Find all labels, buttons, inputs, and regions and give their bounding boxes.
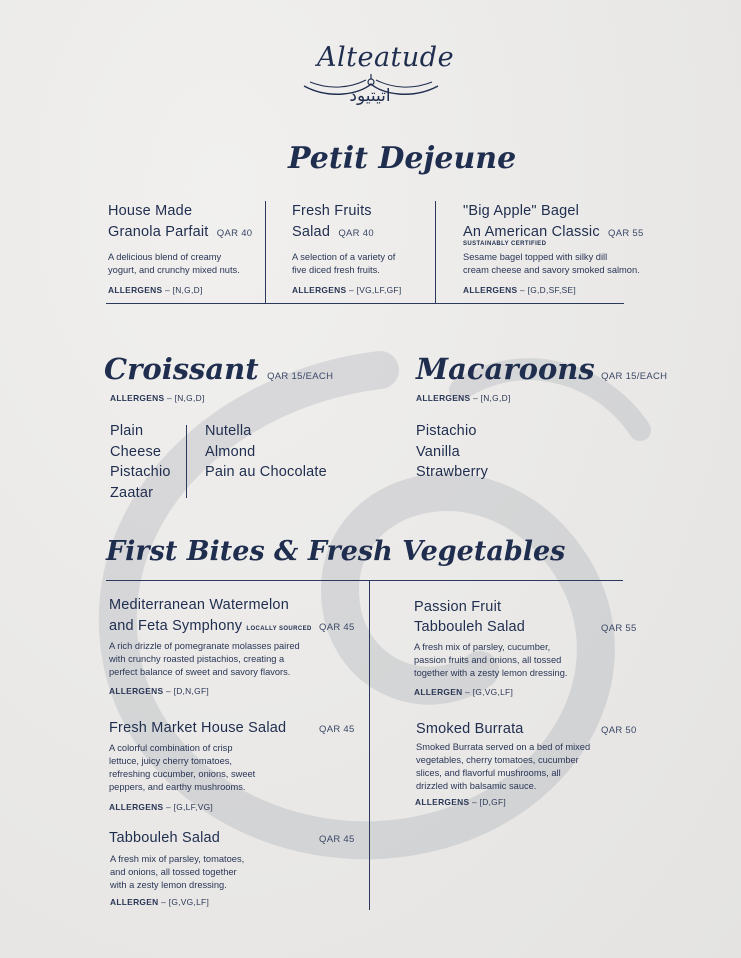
item-title: Passion Fruit xyxy=(414,599,502,615)
list-item: Strawberry xyxy=(416,464,489,480)
item-title: and Feta Symphony LOCALLY SOURCED xyxy=(109,618,312,634)
logo-wordmark: Alteatude xyxy=(317,42,455,73)
item-allergens: ALLERGEN – [G,VG,LF] xyxy=(414,687,514,697)
item-title: Fresh Fruits xyxy=(292,203,372,219)
croissant-price: QAR 15/EACH xyxy=(267,371,334,382)
section-divider xyxy=(106,580,623,581)
item-description: A rich drizzle of pomegranate molasses paired with crunchy roasted pistachios, creating a perfect balance of sweet and savory flavors. xyxy=(109,641,300,677)
item-description: A delicious blend of creamy yogurt, and crunchy mixed nuts. xyxy=(108,252,240,275)
item-allergens: ALLERGENS – [G,D,SF,SE] xyxy=(463,285,577,295)
item-price: QAR 40 xyxy=(216,228,253,239)
item-allergens: ALLERGENS – [VG,LF,GF] xyxy=(292,285,402,295)
item-title: Fresh Market House Salad xyxy=(109,720,287,736)
item-price: QAR 45 xyxy=(319,834,355,845)
croissant-allergens: ALLERGENS – [N,G,D] xyxy=(110,393,205,403)
item-price: QAR 45 xyxy=(319,724,355,735)
item-title: Salad QAR 40 xyxy=(292,224,374,240)
item-title: An American Classic QAR 55 xyxy=(463,224,644,240)
section-title-first-bites: First Bites & Fresh Vegetables xyxy=(106,536,566,567)
item-allergens: ALLERGENS – [D,GF] xyxy=(415,797,507,807)
item-description: Smoked Burrata served on a bed of mixed vegetables, cherry tomatoes, cucumber slices, and flavorful mushrooms, all drizzled with balsamic sauce. xyxy=(416,742,591,791)
list-item: Cheese xyxy=(110,443,162,460)
croissant-heading xyxy=(104,352,333,386)
logo-arabic: اتيتيود xyxy=(349,86,391,106)
item-title: Mediterranean Watermelon xyxy=(109,597,289,613)
list-item: Zaatar xyxy=(110,484,154,501)
item-title: House Made xyxy=(108,203,193,219)
column-divider xyxy=(369,580,370,910)
item-allergens: ALLERGEN – [G,VG,LF] xyxy=(110,897,210,907)
divider xyxy=(186,425,187,498)
item-title: Tabbouleh Salad xyxy=(414,619,526,635)
macaroons-list xyxy=(416,421,488,483)
divider xyxy=(265,201,266,303)
item-description: Sesame bagel topped with silky dill cream cheese and savory smoked salmon. xyxy=(463,252,640,275)
section-title-petit: Petit Dejeune xyxy=(288,141,517,176)
croissant-list-1 xyxy=(110,421,171,503)
item-description: A selection of a variety of five diced fresh fruits. xyxy=(292,252,396,275)
item-description: A fresh mix of parsley, cucumber, passion fruits and onions, all tossed together with a zesty lemon dressing. xyxy=(414,642,568,678)
item-description: A colorful combination of crisp lettuce, juicy cherry tomatoes, refreshing cucumber, onions, sweet peppers, and earthy mushrooms. xyxy=(109,743,256,792)
item-allergens: ALLERGENS – [N,G,D] xyxy=(108,285,203,295)
sustainable-badge: SUSTAINABLY CERTIFIED xyxy=(463,241,547,247)
divider xyxy=(435,201,436,303)
list-item: Pistachio xyxy=(416,423,477,439)
item-description: A fresh mix of parsley, tomatoes, and onions, all tossed together with a zesty lemon dressing. xyxy=(110,854,245,890)
item-price: QAR 50 xyxy=(601,725,637,736)
locally-sourced-badge: LOCALLY SOURCED xyxy=(246,626,312,632)
list-item: Pistachio xyxy=(110,464,171,480)
item-title: Tabbouleh Salad xyxy=(109,830,221,846)
item-price: QAR 55 xyxy=(608,228,644,239)
list-item: Nutella xyxy=(205,423,252,439)
item-price: QAR 45 xyxy=(319,622,355,633)
item-title: "Big Apple" Bagel xyxy=(463,203,580,219)
section-title-croissant: Croissant xyxy=(104,352,259,386)
section-divider xyxy=(106,303,624,304)
item-price: QAR 55 xyxy=(601,623,637,634)
item-title: Granola Parfait QAR 40 xyxy=(108,224,253,240)
item-allergens: ALLERGENS – [D,N,GF] xyxy=(109,686,210,696)
item-price: QAR 40 xyxy=(338,228,374,239)
item-title: Smoked Burrata xyxy=(416,721,524,737)
section-title-macaroons: Macaroons xyxy=(416,352,595,386)
macaroons-price: QAR 15/EACH xyxy=(601,371,668,382)
list-item: Plain xyxy=(110,423,144,439)
macaroons-allergens: ALLERGENS – [N,G,D] xyxy=(416,393,511,403)
macaroons-heading xyxy=(416,352,667,386)
list-item: Almond xyxy=(205,443,256,460)
list-item: Vanilla xyxy=(416,443,460,460)
list-item: Pain au Chocolate xyxy=(205,464,327,480)
item-allergens: ALLERGENS – [G,LF,VG] xyxy=(109,802,214,812)
croissant-list-2 xyxy=(205,421,327,483)
